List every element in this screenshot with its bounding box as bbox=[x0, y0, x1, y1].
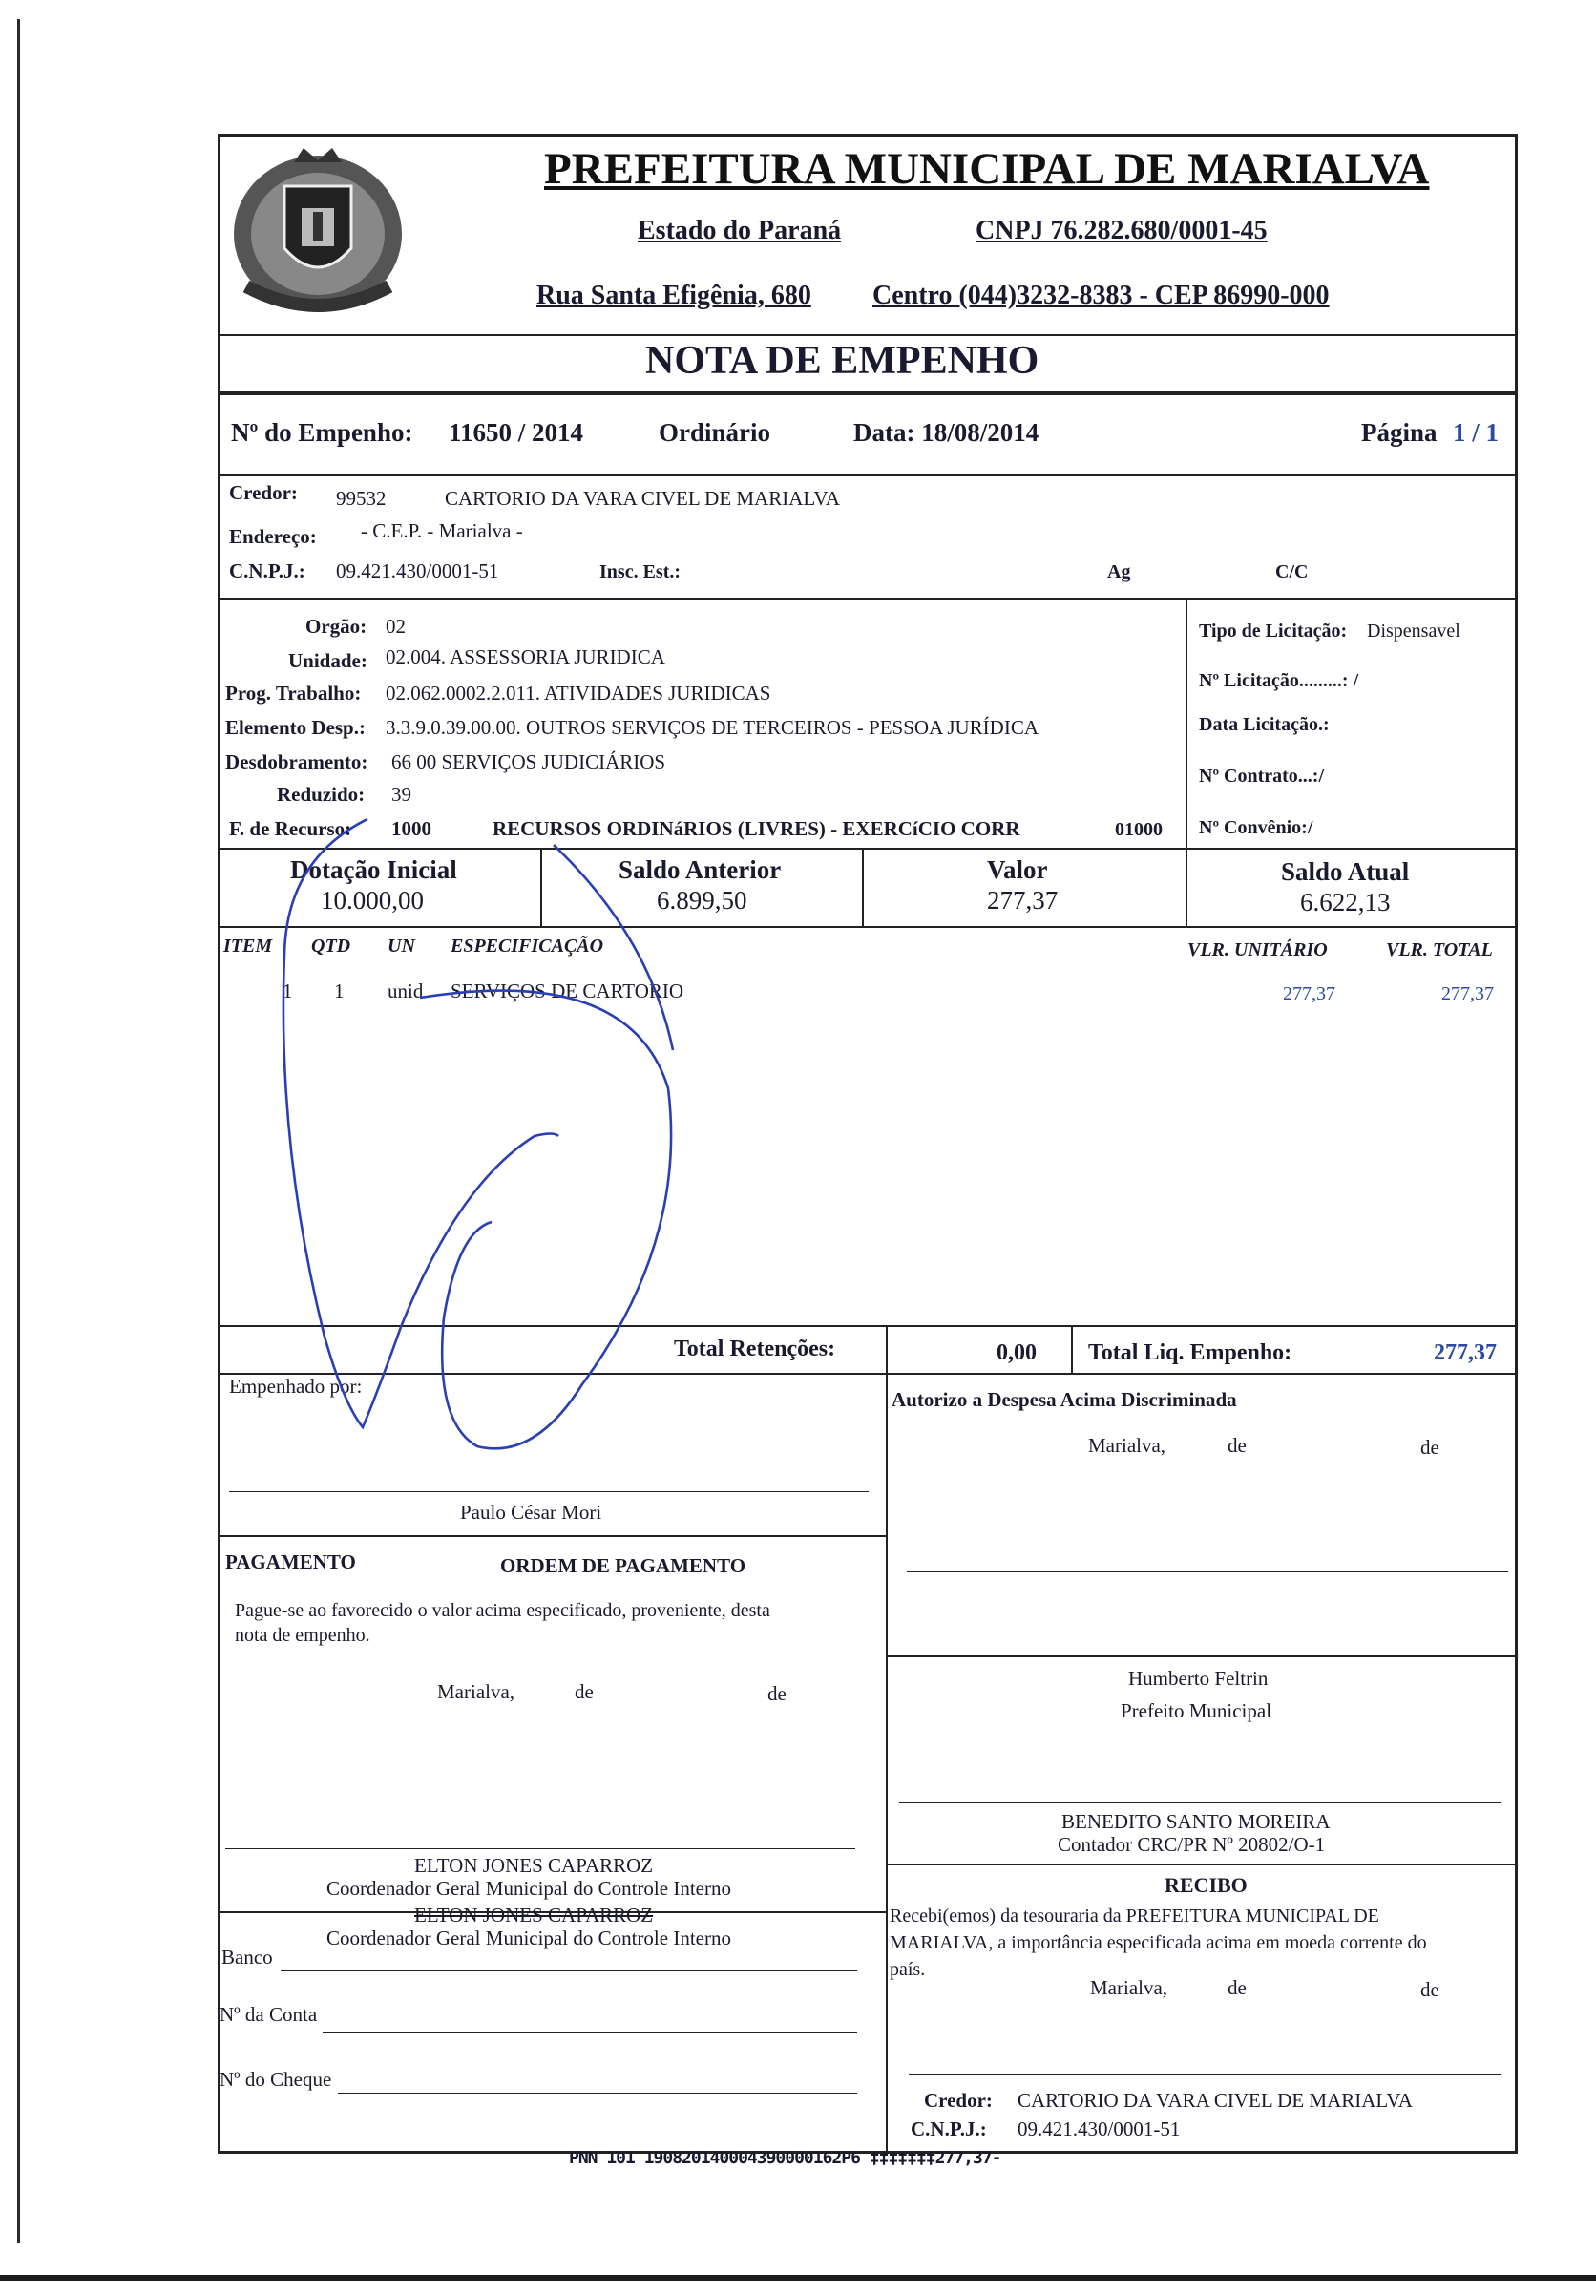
fonte-code-2: 01000 bbox=[1115, 819, 1163, 840]
credor-name: CARTORIO DA VARA CIVEL DE MARIALVA bbox=[445, 487, 840, 510]
state-name: Estado do Paraná bbox=[638, 216, 842, 245]
empenhado-label: Empenhado por: bbox=[229, 1375, 363, 1398]
desd-value: 66 00 SERVIÇOS JUDICIÁRIOS bbox=[391, 750, 666, 773]
item-spec: SERVIÇOS DE CARTORIO bbox=[451, 979, 684, 1002]
autorizo-de-1: de bbox=[1228, 1434, 1247, 1457]
liquido-value: 277,37 bbox=[1434, 1340, 1497, 1365]
conta-label: Nº da Conta bbox=[220, 2003, 318, 2026]
item-unit-price: 277,37 bbox=[1283, 983, 1335, 1004]
numero-contrato: Nº Contrato...:/ bbox=[1199, 766, 1325, 787]
reduzido-label: Reduzido: bbox=[277, 783, 366, 806]
unidade-value: 02.004. ASSESSORIA JURIDICA bbox=[386, 645, 665, 668]
col-especificacao: ESPECIFICAÇÃO bbox=[451, 936, 604, 957]
credor-cnpj-label: C.N.P.J.: bbox=[229, 559, 305, 582]
valor-value: 277,37 bbox=[987, 886, 1059, 915]
credor-cnpj: 09.421.430/0001-51 bbox=[336, 559, 499, 582]
recibo-text-1: Recebi(emos) da tesouraria da PREFEITURA MUNICIPAL DE bbox=[890, 1906, 1379, 1927]
saldo-anterior-label: Saldo Anterior bbox=[619, 855, 782, 884]
document-title: NOTA DE EMPENHO bbox=[645, 339, 1040, 383]
dotacao-value: 10.000,00 bbox=[321, 886, 424, 915]
page-number: 1 / 1 bbox=[1453, 418, 1500, 447]
banco-label: Banco bbox=[221, 1946, 273, 1969]
orgao-label: Orgão: bbox=[305, 615, 368, 638]
retencoes-label: Total Retenções: bbox=[674, 1337, 836, 1361]
reduzido-value: 39 bbox=[391, 783, 411, 806]
col-item: ITEM bbox=[223, 936, 273, 957]
cheque-label: Nº do Cheque bbox=[220, 2068, 332, 2091]
address-label: Endereço: bbox=[229, 525, 317, 548]
saldo-anterior-value: 6.899,50 bbox=[657, 886, 747, 915]
empenho-date: Data: 18/08/2014 bbox=[853, 418, 1040, 447]
credor-address: - C.E.P. - Marialva - bbox=[361, 519, 523, 542]
tipo-licitacao-value: Dispensavel bbox=[1367, 621, 1460, 642]
saldo-atual-value: 6.622,13 bbox=[1300, 888, 1391, 916]
recibo-place: Marialva, bbox=[1090, 1976, 1168, 1999]
col-vlr-total: VLR. TOTAL bbox=[1386, 939, 1493, 960]
page-label: Página bbox=[1361, 418, 1438, 447]
prog-label: Prog. Trabalho: bbox=[225, 682, 362, 705]
credor-label: Credor: bbox=[229, 481, 298, 504]
municipality-cnpj: CNPJ 76.282.680/0001-45 bbox=[976, 216, 1268, 245]
recibo-text-2: MARIALVA, a importância especificada acima em moeda corrente do bbox=[890, 1932, 1427, 1953]
dotacao-label: Dotação Inicial bbox=[290, 855, 457, 884]
autorizo-de-2: de bbox=[1420, 1436, 1439, 1459]
recibo-text-3: país. bbox=[890, 1959, 926, 1980]
orgao-value: 02 bbox=[386, 615, 406, 638]
municipality-title: PREFEITURA MUNICIPAL DE MARIALVA bbox=[544, 144, 1430, 194]
empenho-label: Nº do Empenho: bbox=[231, 418, 413, 447]
recibo-de-1: de bbox=[1228, 1976, 1247, 1999]
item-qtd: 1 bbox=[334, 979, 345, 1002]
insc-label: Insc. Est.: bbox=[599, 561, 682, 582]
credor-code: 99532 bbox=[336, 487, 387, 510]
coordenador-name: ELTON JONES CAPARROZ bbox=[414, 1854, 654, 1877]
pagamento-place: Marialva, bbox=[437, 1680, 515, 1703]
bank-code-line: PNN 101 190820140004390000162P6 ‡‡‡‡‡‡‡277,37- bbox=[569, 2148, 1001, 2168]
elem-value: 3.3.9.0.39.00.00. OUTROS SERVIÇOS DE TERCEIROS - PESSOA JURÍDICA bbox=[386, 716, 1040, 739]
unidade-label: Unidade: bbox=[288, 649, 368, 672]
prefeito-name: Humberto Feltrin bbox=[1128, 1667, 1269, 1690]
prefeito-role: Prefeito Municipal bbox=[1121, 1699, 1272, 1722]
data-licitacao: Data Licitação.: bbox=[1199, 714, 1330, 735]
retencoes-value: 0,00 bbox=[997, 1340, 1037, 1365]
pagamento-label: PAGAMENTO bbox=[225, 1550, 356, 1573]
desd-label: Desdobramento: bbox=[225, 750, 368, 773]
pagamento-text-1: Pague-se ao favorecido o valor acima especificado, proveniente, desta bbox=[235, 1600, 770, 1621]
prog-value: 02.062.0002.2.011. ATIVIDADES JURIDICAS bbox=[386, 682, 771, 705]
recibo-cnpj-label: C.N.P.J.: bbox=[911, 2117, 987, 2140]
coordenador-role-2: Coordenador Geral Municipal do Controle Interno bbox=[326, 1927, 731, 1949]
pagamento-de-1: de bbox=[575, 1680, 594, 1703]
pagamento-text-2: nota de empenho. bbox=[235, 1625, 370, 1646]
recibo-credor-label: Credor: bbox=[924, 2089, 993, 2112]
empenho-number: 11650 / 2014 bbox=[449, 418, 584, 447]
col-vlr-unitario: VLR. UNITÁRIO bbox=[1187, 939, 1328, 960]
autorizo-label: Autorizo a Despesa Acima Discriminada bbox=[892, 1388, 1237, 1411]
municipality-street: Rua Santa Efigênia, 680 bbox=[536, 281, 811, 310]
numero-convenio: Nº Convênio:/ bbox=[1199, 817, 1313, 838]
recibo-label: RECIBO bbox=[1165, 1873, 1248, 1897]
pagamento-de-2: de bbox=[767, 1682, 787, 1705]
coordenador-name-2: ELTON JONES CAPARROZ bbox=[414, 1904, 654, 1927]
numero-licitacao: Nº Licitação.........: / bbox=[1199, 670, 1359, 691]
cc-label: C/C bbox=[1275, 561, 1309, 582]
municipality-contact: Centro (044)3232-8383 - CEP 86990-000 bbox=[872, 281, 1330, 310]
valor-label: Valor bbox=[987, 855, 1048, 884]
col-un: UN bbox=[388, 936, 415, 957]
item-total-price: 277,37 bbox=[1441, 983, 1494, 1004]
recibo-credor-name: CARTORIO DA VARA CIVEL DE MARIALVA bbox=[1018, 2089, 1413, 2112]
ordem-pagamento-label: ORDEM DE PAGAMENTO bbox=[500, 1554, 746, 1577]
autorizo-place: Marialva, bbox=[1088, 1434, 1166, 1457]
empenho-type: Ordinário bbox=[659, 418, 771, 447]
fonte-description: RECURSOS ORDINáRIOS (LIVRES) - EXERCíCIO CORR bbox=[493, 817, 1020, 840]
contador-name: BENEDITO SANTO MOREIRA bbox=[1061, 1810, 1331, 1833]
elem-label: Elemento Desp.: bbox=[225, 716, 366, 739]
liquido-label: Total Liq. Empenho: bbox=[1088, 1340, 1292, 1365]
recibo-de-2: de bbox=[1420, 1978, 1439, 2001]
fonte-code: 1000 bbox=[391, 817, 431, 840]
coordenador-role: Coordenador Geral Municipal do Controle Interno bbox=[326, 1877, 731, 1900]
fonte-label: F. de Recurso: bbox=[229, 817, 352, 840]
recibo-cnpj: 09.421.430/0001-51 bbox=[1018, 2117, 1181, 2140]
item-number: 1 bbox=[283, 979, 293, 1002]
empenhado-name: Paulo César Mori bbox=[460, 1501, 602, 1524]
item-un: unid bbox=[388, 979, 424, 1002]
contador-role: Contador CRC/PR Nº 20802/O-1 bbox=[1058, 1833, 1326, 1856]
ag-label: Ag bbox=[1107, 561, 1131, 582]
col-qtd: QTD bbox=[311, 936, 351, 957]
saldo-atual-label: Saldo Atual bbox=[1281, 857, 1410, 886]
tipo-licitacao-label: Tipo de Licitação: bbox=[1199, 621, 1348, 642]
